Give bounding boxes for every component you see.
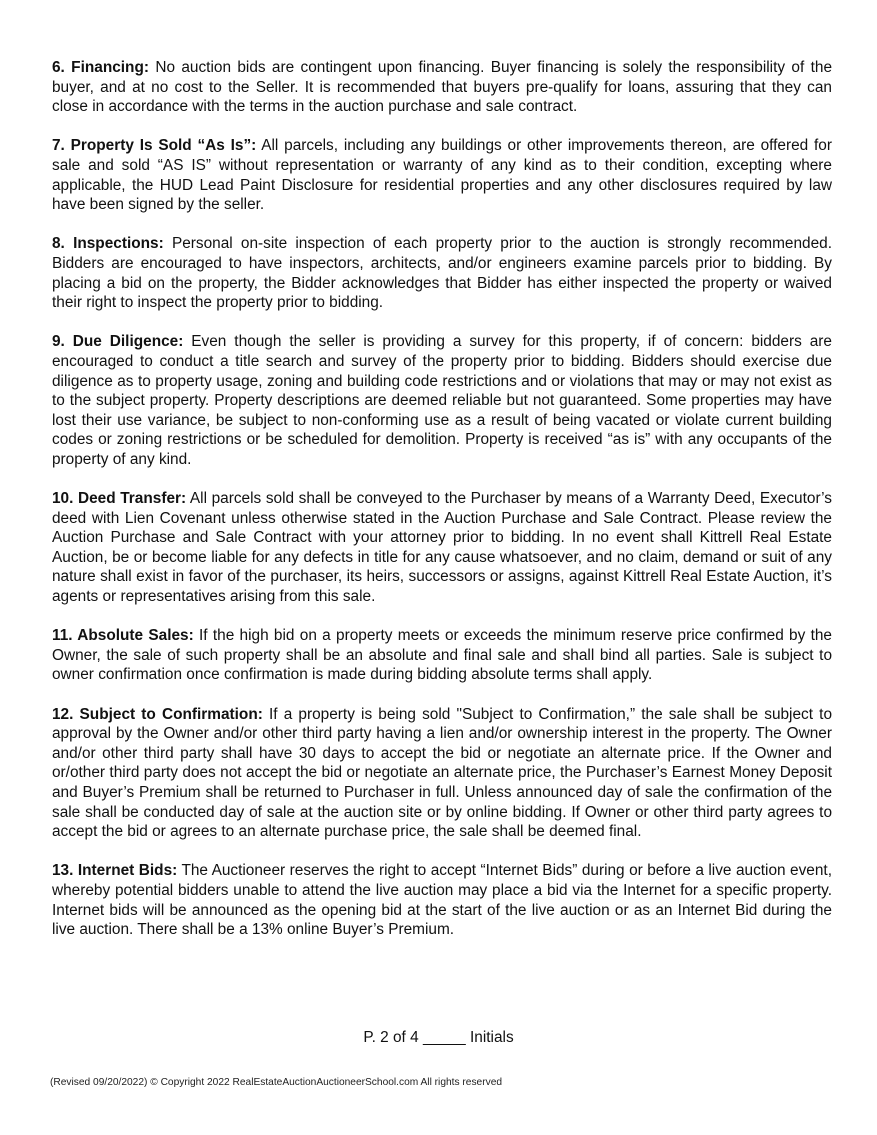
section-body: No auction bids are contingent upon financing. Buyer financing is solely the responsibility of the buyer, and at no cost to the Seller. It is recommended that buyers pre-qualify for loans, assuring that they can close in accordance with the terms in the auction purchase and sale contract. [52,59,832,116]
section-inspections [52,234,832,312]
section-heading: 8. Inspections: [52,235,164,253]
page-number-initials: P. 2 of 4 _____ Initials [363,1029,514,1046]
section-internet-bids [52,861,832,939]
section-body: Personal on-site inspection of each property prior to the auction is strongly recommended. Bidders are encouraged to have inspectors, architects, and/or engineers examine parcels prior to bidding. By placing a bid on the property, the Bidder acknowledges that Bidder has either inspected the property or waived their right to inspect the property prior to bidding. [52,235,832,312]
document-page [52,58,832,959]
section-body: All parcels sold shall be conveyed to the Purchaser by means of a Warranty Deed, Executor’s deed with Lien Covenant unless otherwise stated in the Auction Purchase and Sale Contract. Please review the Auction Purchase and Sale Contract with your attorney prior to bidding. In no event shall Kittrell Real Estate Auction, be or become liable for any defects in title for any cause whatsoever, and no claim, demand or suit of any nature shall exist in favor of the purchaser, its heirs, successors or assigns, against Kittrell Real Estate Auction, it’s agents or representatives arising from this sale. [52,490,832,606]
section-due-diligence [52,332,832,469]
section-body: If a property is being sold "Subject to Confirmation,” the sale shall be subject to approval by the Owner and/or other third party having a lien and/or ownership interest in the property. The Owner and/or other third party shall have 30 days to accept the bid or negotiate an alternate price. If the Owner and or/other third party does not accept the bid or negotiate an alternate price, the Purchaser’s Earnest Money Deposit and Buyer’s Premium shall be returned to Purchaser in full. Unless announced day of sale the confirmation of the sale shall be conducted day of sale at the auction site or by online bidding. If Owner or other third party agrees to accept the bid or agrees to an alternate purchase price, the sale shall be deemed final. [52,705,832,841]
section-heading: 12. Subject to Confirmation: [52,705,263,723]
section-as-is [52,136,832,214]
section-absolute-sales [52,626,832,685]
section-heading: 9. Due Diligence: [52,333,184,351]
section-heading: 10. Deed Transfer: [52,490,187,508]
section-body: Even though the seller is providing a survey for this property, if of concern: bidders are encouraged to conduct a title search and survey of the property prior to bidding. Bidders should exercise due diligence as to property usage, zoning and building code restrictions and or violations that may or may not exist as to the subject property. Property descriptions are deemed reliable but not guaranteed. Some properties may have lost their use variance, be subject to non-conforming use as a result of being vacated or violate current building codes or zoning restrictions or be scheduled for demolition. Property is received “as is” with any occupants of the property of any kind. [52,333,832,468]
section-body: The Auctioneer reserves the right to accept “Internet Bids” during or before a live auction event, whereby potential bidders unable to attend the live auction may place a bid via the Internet for a specific property. Internet bids will be announced as the opening bid at the start of the live auction or as an Internet Bid during the live auction. There shall be a 13% online Buyer’s Premium. [52,862,832,939]
section-heading: 6. Financing: [52,59,149,76]
section-subject-to-confirmation [52,705,832,842]
section-body: If the high bid on a property meets or exceeds the minimum reserve price confirmed by the Owner, the sale of such property shall be an absolute and final sale and shall bind all parties. Sale is subject to owner confirmation once confirmation is made during bidding absolute terms shall apply. [52,627,832,684]
section-heading: 7. Property Is Sold “As Is”: [52,137,257,155]
section-deed-transfer [52,489,832,607]
section-body: All parcels, including any buildings or other improvements thereon, are offered for sale and sold “AS IS” without representation or warranty of any kind as to their condition, excepting where applicable, the HUD Lead Paint Disclosure for residential properties and any other disclosures required by law have been signed by the seller. [52,137,832,214]
section-heading: 11. Absolute Sales: [52,627,194,645]
section-financing [52,58,832,117]
section-heading: 13. Internet Bids: [52,862,178,880]
copyright-notice: (Revised 09/20/2022) © Copyright 2022 RealEstateAuctionAuctioneerSchool.com All rights reserved [50,1077,503,1088]
